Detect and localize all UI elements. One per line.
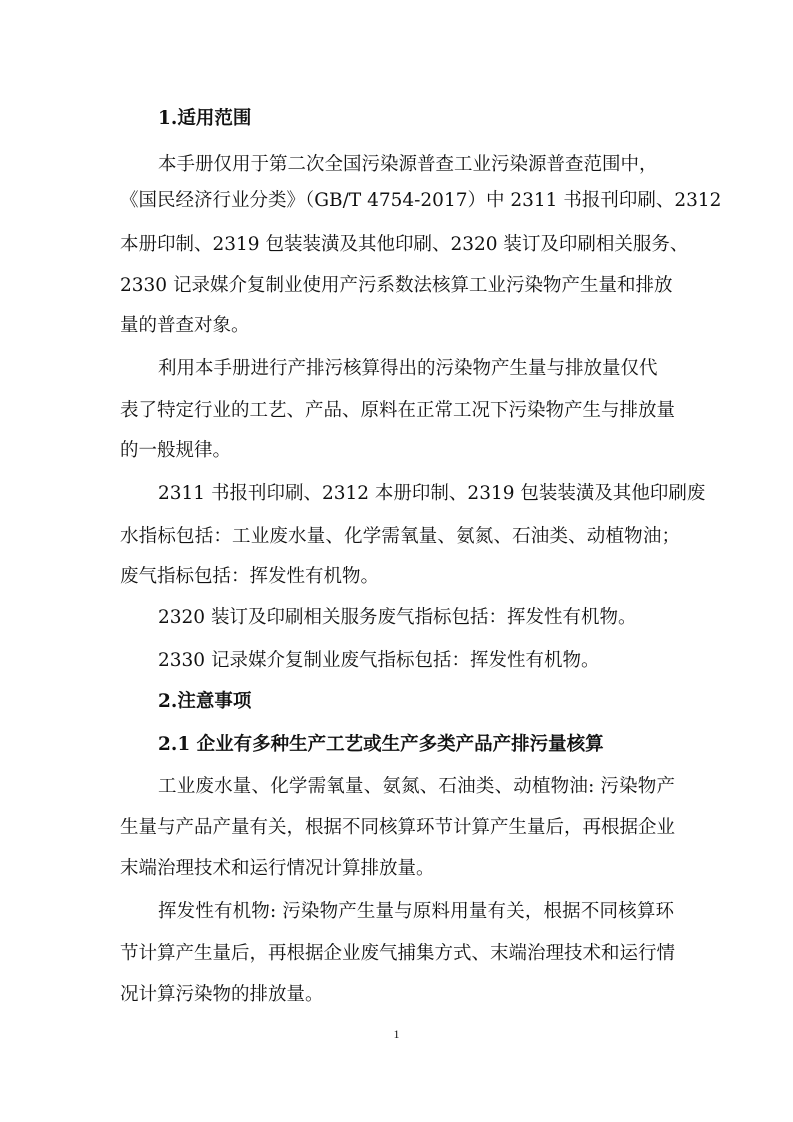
scope-para1-line4: 2330 记录媒介复制业使用产污系数法核算工业污染物产生量和排放 [120, 275, 673, 296]
subsection-heading-2-1: 2.1 企业有多种生产工艺或生产多类产品产排污量核算 [158, 734, 604, 755]
scope-para1-line1: 本手册仅用于第二次全国污染源普查工业污染源普查范围中， [158, 154, 658, 175]
scope-para3-line2: 水指标包括：工业废水量、化学需氧量、氨氮、石油类、动植物油； [120, 526, 680, 547]
scope-para1-line2: 《国民经济行业分类》（GB/T 4754-2017）中 2311 书报刊印刷、2312 [120, 190, 722, 211]
scope-para2-line1: 利用本手册进行产排污核算得出的污染物产生量与排放量仅代 [158, 358, 658, 379]
scope-para2-line3: 的一般规律。 [120, 440, 232, 461]
section-heading-notes: 2.注意事项 [158, 691, 252, 712]
scope-para1-line3: 本册印制、2319 包装装潢及其他印刷、2320 装订及印刷相关服务、 [120, 234, 689, 255]
page-number: 1 [393, 1027, 400, 1041]
notes-para2-line1: 挥发性有机物: 污染物产生量与原料用量有关，根据不同核算环 [158, 901, 674, 922]
notes-para1-line2: 生量与产品产量有关，根据不同核算环节计算产生量后，再根据企业 [120, 817, 676, 838]
scope-para4: 2320 装订及印刷相关服务废气指标包括：挥发性有机物。 [158, 607, 637, 628]
scope-para3-line1: 2311 书报刊印刷、2312 本册印制、2319 包装装潢及其他印刷废 [158, 483, 706, 504]
section-heading-scope: 1.适用范围 [158, 108, 252, 129]
notes-para2-line2: 节计算产生量后，再根据企业废气捕集方式、末端治理技术和运行情 [120, 943, 676, 964]
notes-para2-line3: 况计算污染物的排放量。 [120, 984, 324, 1005]
scope-para1-line5: 量的普查对象。 [120, 315, 250, 336]
notes-para1-line3: 末端治理技术和运行情况计算排放量。 [120, 858, 435, 879]
scope-para5: 2330 记录媒介复制业废气指标包括：挥发性有机物。 [158, 650, 600, 671]
notes-para1-line1: 工业废水量、化学需氧量、氨氮、石油类、动植物油: 污染物产 [158, 776, 675, 797]
scope-para2-line2: 表了特定行业的工艺、产品、原料在正常工况下污染物产生与排放量 [120, 400, 676, 421]
scope-para3-line3: 废气指标包括：挥发性有机物。 [120, 566, 380, 587]
